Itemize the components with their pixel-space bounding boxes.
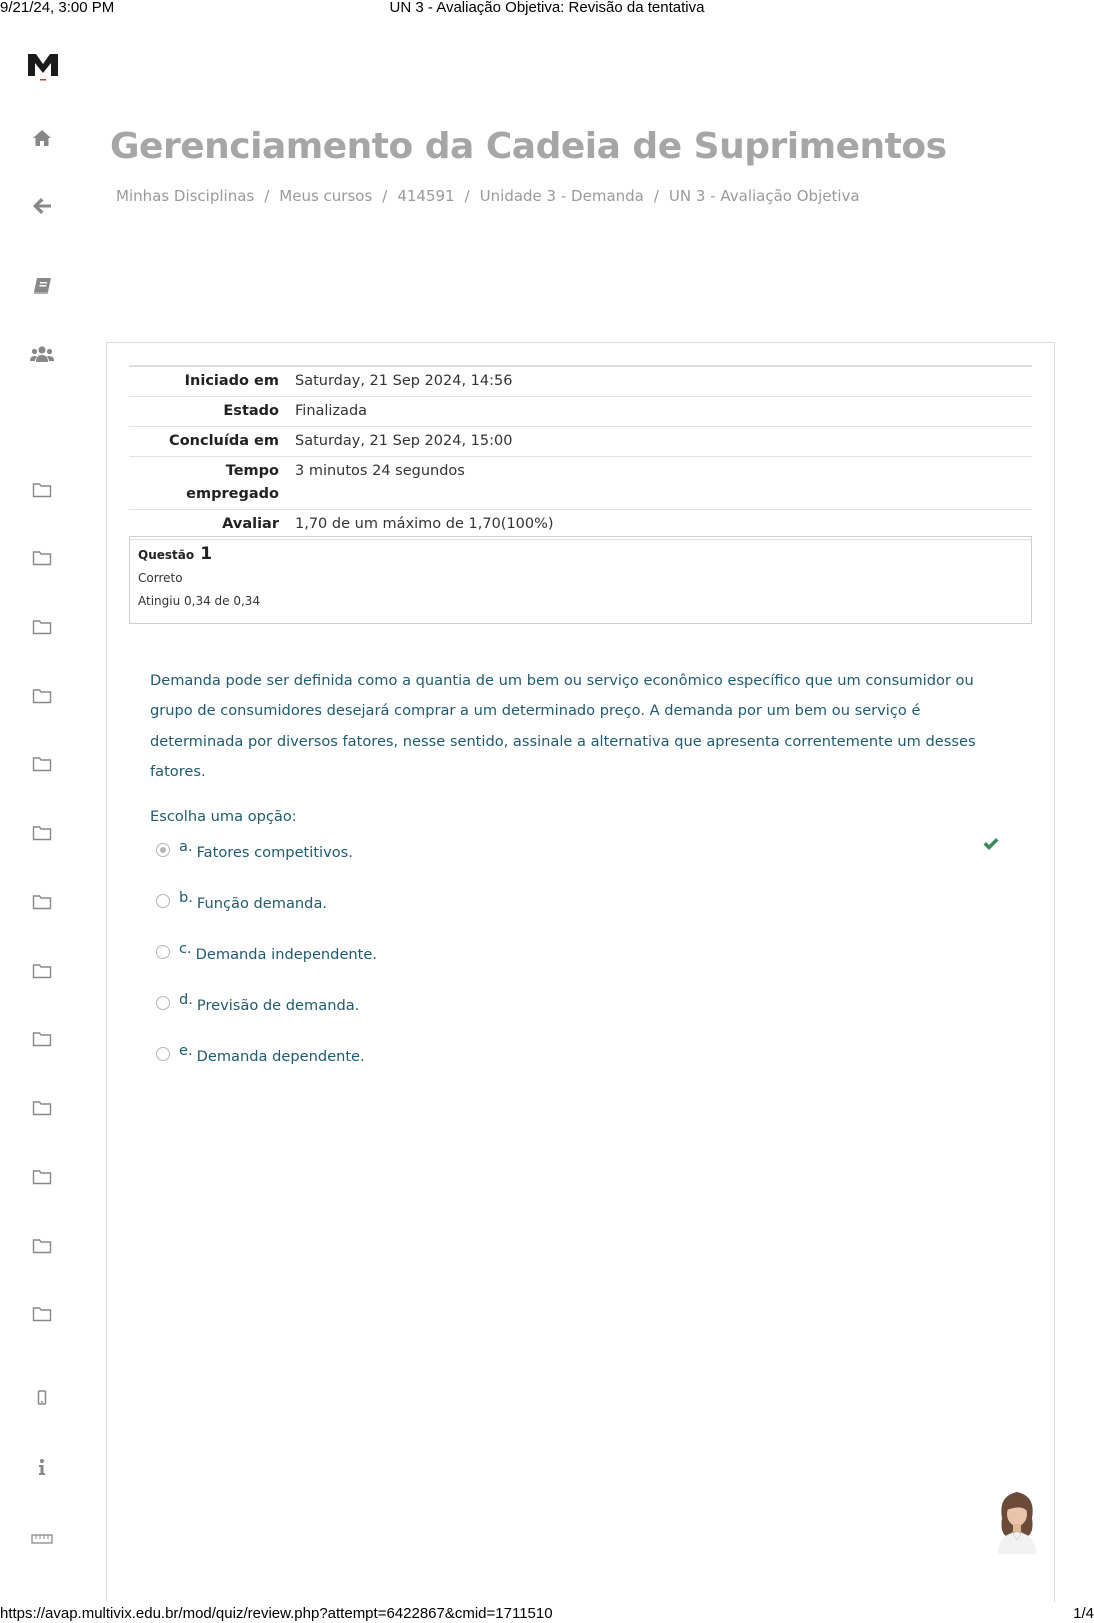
answer-radio[interactable] [156,843,170,857]
info-icon[interactable] [28,1453,56,1481]
summary-value: Saturday, 21 Sep 2024, 15:00 [295,433,513,449]
correct-check-icon [982,836,1000,852]
assistant-avatar[interactable] [994,1488,1040,1554]
breadcrumb-separator: / [464,187,470,205]
answer-letter: a. [179,838,193,855]
folder-icon[interactable] [28,476,56,504]
attempt-summary-table [129,365,1032,540]
breadcrumb-course-code[interactable]: 414591 [397,187,455,205]
summary-row-time-taken [129,457,1032,510]
folder-icon[interactable] [28,544,56,572]
breadcrumb [116,187,860,205]
course-title: Gerenciamento da Cadeia de Suprimentos [110,126,947,167]
site-logo[interactable] [26,50,60,82]
answer-radio[interactable] [156,1047,170,1061]
answer-text: Previsão de demanda. [196,997,360,1014]
breadcrumb-minhas-disciplinas[interactable]: Minhas Disciplinas [116,187,255,205]
print-datetime: 9/21/24, 3:00 PM [0,0,115,16]
breadcrumb-meus-cursos[interactable]: Meus cursos [279,187,373,205]
answer-radio[interactable] [156,996,170,1010]
answer-option-a[interactable] [156,840,996,868]
folder-icon[interactable] [28,1163,56,1191]
folder-icon[interactable] [28,1094,56,1122]
answer-option-d[interactable] [156,993,996,1021]
answer-text: Demanda independente. [195,946,378,963]
print-page-number: 1/4 [1073,1605,1094,1622]
breadcrumb-unidade[interactable]: Unidade 3 - Demanda [479,187,644,205]
answer-text: Fatores competitivos. [196,844,353,861]
answer-option-e[interactable] [156,1044,996,1072]
question-state: Correto [138,571,183,585]
print-document-title: UN 3 - Avaliação Objetiva: Revisão da tentativa [389,0,705,16]
folder-icon[interactable] [28,1232,56,1260]
summary-label: Avaliar [222,516,279,532]
breadcrumb-quiz[interactable]: UN 3 - Avaliação Objetiva [668,187,860,205]
print-header [0,0,1094,16]
summary-value: Finalizada [295,403,368,419]
breadcrumb-separator: / [653,187,659,205]
folder-icon[interactable] [28,1025,56,1053]
summary-label: Tempo empregado [186,463,279,502]
question-number [138,544,1023,564]
home-icon[interactable] [28,124,56,152]
summary-row-started [129,367,1032,397]
folder-icon[interactable] [28,819,56,847]
summary-value: 1,70 de um máximo de 1,70(100%) [295,516,554,532]
answer-letter: d. [179,991,193,1008]
question-text: Demanda pode ser definida como a quantia de um bem ou serviço econômico específico que um consumidor ou grupo de consumidores desejará comprar a um determinado preço. A demanda por um bem ou serviço é determinada por diversos fatores, nesse sentido, assinale a alternativa que apresenta correntemente um desses fatores. [150,672,976,781]
back-arrow-icon[interactable] [28,192,56,220]
answer-letter: c. [179,940,192,957]
answer-text: Demanda dependente. [196,1048,365,1065]
question-label: Questão [138,548,195,562]
folder-icon[interactable] [28,682,56,710]
answer-option-b[interactable] [156,891,996,919]
summary-value: Saturday, 21 Sep 2024, 14:56 [295,373,513,389]
mobile-icon[interactable] [28,1384,56,1412]
question-grade: Atingiu 0,34 de 0,34 [138,594,261,608]
folder-icon[interactable] [28,957,56,985]
summary-row-state [129,397,1032,427]
answer-radio[interactable] [156,894,170,908]
answer-radio[interactable] [156,945,170,959]
summary-label: Estado [223,403,279,419]
breadcrumb-separator: / [382,187,388,205]
answer-prompt: Escolha uma opção: [150,808,297,825]
users-icon[interactable] [28,340,56,368]
answer-letter: b. [179,889,193,906]
folder-icon[interactable] [28,613,56,641]
print-url: https://avap.multivix.edu.br/mod/quiz/review.php?attempt=6422867&cmid=1711510 [0,1605,553,1622]
keyboard-icon[interactable] [28,1524,56,1552]
summary-label: Iniciado em [184,373,279,389]
answer-option-c[interactable] [156,942,996,970]
folder-icon[interactable] [28,750,56,778]
answer-letter: e. [179,1042,193,1059]
folder-icon[interactable] [28,1300,56,1328]
summary-label: Concluída em [169,433,279,449]
question-number-value: 1 [200,544,213,564]
question-info-box [129,536,1032,624]
summary-value: 3 minutos 24 segundos [295,463,465,479]
answer-text: Função demanda. [196,895,328,912]
print-footer [0,1603,1094,1623]
left-nav-rail [0,30,86,1595]
book-icon[interactable] [28,272,56,300]
summary-row-completed [129,427,1032,457]
folder-icon[interactable] [28,888,56,916]
breadcrumb-separator: / [264,187,270,205]
